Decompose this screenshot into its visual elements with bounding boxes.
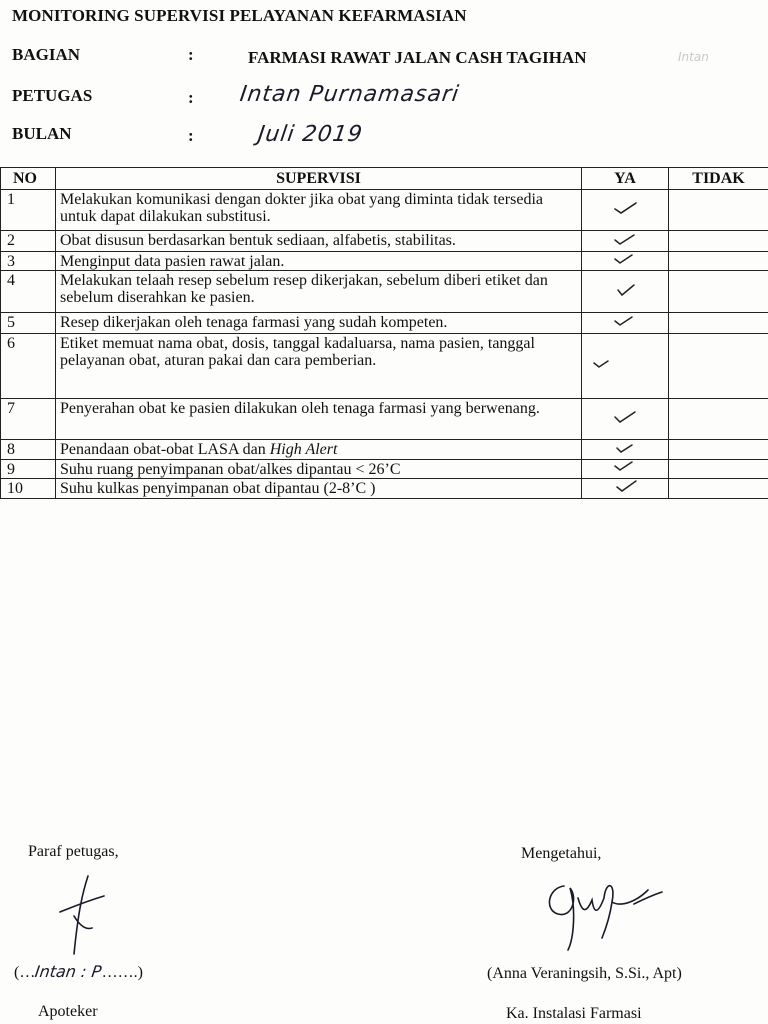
kepala-signature (538, 868, 668, 958)
checkmark-icon (612, 283, 638, 297)
row-ya (582, 313, 669, 334)
table-row (1, 440, 768, 460)
row-no: 5 (1, 313, 56, 334)
row-supervisi: Resep dikerjakan oleh tenaga farmasi yang sudah kompeten. (56, 313, 582, 334)
header-supervisi: SUPERVISI (56, 168, 582, 190)
field-label-bulan: BULAN (12, 124, 72, 143)
row-ya (582, 440, 669, 460)
row-no: 6 (1, 334, 56, 399)
table-row (1, 252, 768, 271)
kepala-name: (Anna Veraningsih, S.Si., Apt) (487, 965, 682, 982)
row-ya (582, 252, 669, 271)
checkmark-icon (612, 480, 638, 494)
row-supervisi: Suhu kulkas penyimpanan obat dipantau (2-8’C ) (56, 479, 582, 499)
table-row (1, 460, 768, 479)
header-no: NO (1, 168, 56, 190)
field-label-bagian: BAGIAN (12, 45, 81, 64)
row-supervisi: Suhu ruang penyimpanan obat/alkes dipantau < 26’C (56, 460, 582, 479)
checkmark-icon (612, 460, 638, 474)
row-tidak (669, 440, 768, 460)
table-row (1, 313, 768, 334)
row-ya (582, 334, 669, 399)
row-no: 1 (1, 190, 56, 231)
row-ya (582, 460, 669, 479)
row-tidak (669, 479, 768, 499)
document-title: MONITORING SUPERVISI PELAYANAN KEFARMASIAN (12, 6, 467, 25)
checkmark-icon (590, 357, 616, 371)
row-ya (582, 479, 669, 499)
row-tidak (669, 252, 768, 271)
row-text-plain: Penandaan obat-obat LASA dan (60, 441, 270, 458)
field-label-petugas: PETUGAS (12, 86, 93, 105)
field-value-petugas: Intan Purnamasari (238, 82, 461, 107)
row-tidak (669, 399, 768, 440)
name-close: …….) (101, 964, 143, 981)
row-no: 9 (1, 460, 56, 479)
petugas-signature (52, 870, 112, 960)
checkmark-icon (612, 410, 638, 424)
name-open: (… (14, 964, 36, 981)
row-tidak (669, 313, 768, 334)
header-tidak: TIDAK (669, 168, 768, 190)
row-tidak (669, 460, 768, 479)
field-value-bulan: Juli 2019 (256, 122, 365, 147)
row-tidak (669, 271, 768, 313)
row-text-italic: High Alert (269, 441, 338, 458)
row-ya (582, 190, 669, 231)
row-supervisi: Obat disusun berdasarkan bentuk sediaan, alfabetis, stabilitas. (56, 231, 582, 252)
supervisi-table (0, 167, 768, 499)
row-tidak (669, 334, 768, 399)
row-supervisi: Melakukan komunikasi dengan dokter jika obat yang diminta tidak tersedia untuk dapat dilakukan substitusi. (56, 190, 582, 231)
faint-bleed-text: Intan (678, 50, 709, 64)
row-tidak (669, 231, 768, 252)
row-ya (582, 399, 669, 440)
row-no: 10 (1, 479, 56, 499)
row-supervisi: Penyerahan obat ke pasien dilakukan oleh tenaga farmasi yang berwenang. (56, 399, 582, 440)
table-row (1, 190, 768, 231)
checkmark-icon (612, 232, 638, 246)
row-supervisi (56, 440, 582, 460)
row-no: 2 (1, 231, 56, 252)
field-colon-bagian: : (188, 45, 194, 64)
row-no: 4 (1, 271, 56, 313)
mengetahui-heading: Mengetahui, (521, 845, 602, 862)
row-no: 7 (1, 399, 56, 440)
field-colon-petugas: : (188, 88, 194, 107)
petugas-name-line (14, 962, 143, 982)
checkmark-icon (612, 201, 638, 215)
table-row (1, 231, 768, 252)
kepala-role: Ka. Instalasi Farmasi (506, 1005, 642, 1022)
table-header-row (1, 168, 768, 190)
row-tidak (669, 190, 768, 231)
row-no: 3 (1, 252, 56, 271)
petugas-name-handwritten: Intan : P (33, 962, 103, 981)
row-supervisi: Etiket memuat nama obat, dosis, tanggal kadaluarsa, nama pasien, tanggal pelayanan obat, aturan pakai dan cara pemberian. (56, 334, 582, 399)
row-supervisi: Melakukan telaah resep sebelum resep dikerjakan, sebelum diberi etiket dan sebelum diserahkan ke pasien. (56, 271, 582, 313)
row-ya (582, 231, 669, 252)
row-ya (582, 271, 669, 313)
paraf-petugas-heading: Paraf petugas, (28, 843, 119, 860)
row-no: 8 (1, 440, 56, 460)
checkmark-icon (612, 252, 638, 266)
table-row (1, 334, 768, 399)
table-row (1, 479, 768, 499)
table-row (1, 399, 768, 440)
apoteker-role: Apoteker (38, 1003, 98, 1020)
table-row (1, 271, 768, 313)
header-ya: YA (582, 168, 669, 190)
checkmark-icon (612, 314, 638, 328)
checkmark-icon (612, 441, 638, 455)
field-value-bagian: FARMASI RAWAT JALAN CASH TAGIHAN (248, 48, 587, 67)
row-supervisi: Menginput data pasien rawat jalan. (56, 252, 582, 271)
field-colon-bulan: : (188, 126, 194, 145)
